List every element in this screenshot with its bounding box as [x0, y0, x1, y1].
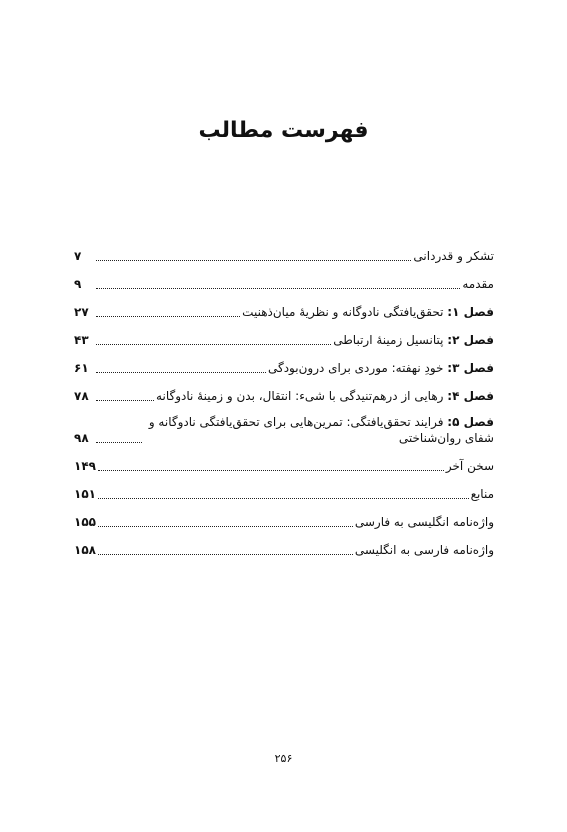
dot-leader [98, 525, 353, 527]
toc-entry-label: مقدمه [462, 277, 494, 291]
dot-leader [98, 497, 469, 499]
chapter-number: فصل ۳: [447, 361, 494, 375]
toc-entry-label: سخن آخر [445, 459, 494, 473]
toc-entry-label: خودِ نهفته: موردی برای درون‌بودگی [268, 361, 444, 375]
chapter-number: فصل ۵: [447, 415, 494, 429]
toc-entry [74, 446, 494, 474]
toc-entry [74, 348, 494, 376]
toc-entry [74, 320, 494, 348]
toc-entry-label: پتانسیل زمینهٔ ارتباطی [333, 333, 444, 347]
dot-leader [98, 469, 444, 471]
toc-entry-label: فرایند تحقق‌یافتگی: تمرین‌هایی برای تحقق‌یافتگی نادوگانه و شفای روان‌شناختی [148, 415, 494, 445]
toc-entry-label: منابع [470, 487, 494, 501]
dot-leader [96, 315, 240, 317]
toc-page-number: ۹۸ [74, 431, 89, 445]
toc-entry-text [242, 304, 494, 320]
toc-entry-text [156, 388, 494, 404]
page-title: فهرست مطالب [198, 118, 369, 143]
toc-entry [74, 292, 494, 320]
toc-page-number: ۷۸ [74, 389, 89, 403]
chapter-number: فصل ۱: [447, 305, 494, 319]
toc-entry-label: رهایی از درهم‌تنیدگی با شیء: انتقال، بدن و زمینهٔ نادوگانه [156, 389, 444, 403]
toc-entry-text [333, 332, 494, 348]
toc-entry [74, 236, 494, 264]
toc-entry [74, 404, 494, 446]
toc-page-number: ۲۷ [74, 305, 89, 319]
dot-leader [96, 371, 266, 373]
dot-leader [96, 287, 460, 289]
toc-page-number: ۱۵۸ [74, 543, 96, 557]
toc-page-number: ۱۵۱ [74, 487, 96, 501]
dot-leader [96, 259, 411, 261]
toc-entry [74, 264, 494, 292]
toc-page-number: ۶۱ [74, 361, 89, 375]
toc-page-number: ۱۵۵ [74, 515, 96, 529]
toc-entry-label: تشکر و قدردانی [413, 249, 494, 263]
toc-entry-text [144, 414, 494, 446]
dot-leader [96, 399, 154, 401]
chapter-number: فصل ۴: [447, 389, 494, 403]
footer-page-number: ۲۵۶ [274, 752, 293, 765]
toc-entry-label: واژه‌نامه فارسی به انگلیسی [354, 543, 494, 557]
toc-page-number: ۱۴۹ [74, 459, 96, 473]
toc-entry-label: تحقق‌یافتگی نادوگانه و نظریهٔ میان‌ذهنیت [242, 305, 444, 319]
toc-entry [74, 502, 494, 530]
dot-leader [96, 441, 142, 443]
toc-page-number: ۹ [74, 277, 82, 291]
dot-leader [98, 553, 353, 555]
toc-entry [74, 530, 494, 558]
toc-entry-label: واژه‌نامه انگلیسی به فارسی [354, 515, 494, 529]
toc-entry-text [268, 360, 494, 376]
toc-entry [74, 376, 494, 404]
chapter-number: فصل ۲: [447, 333, 494, 347]
table-of-contents [74, 236, 494, 558]
dot-leader [96, 343, 331, 345]
toc-page-number: ۴۳ [74, 333, 89, 347]
toc-entry [74, 474, 494, 502]
toc-page-number: ۷ [74, 249, 82, 263]
